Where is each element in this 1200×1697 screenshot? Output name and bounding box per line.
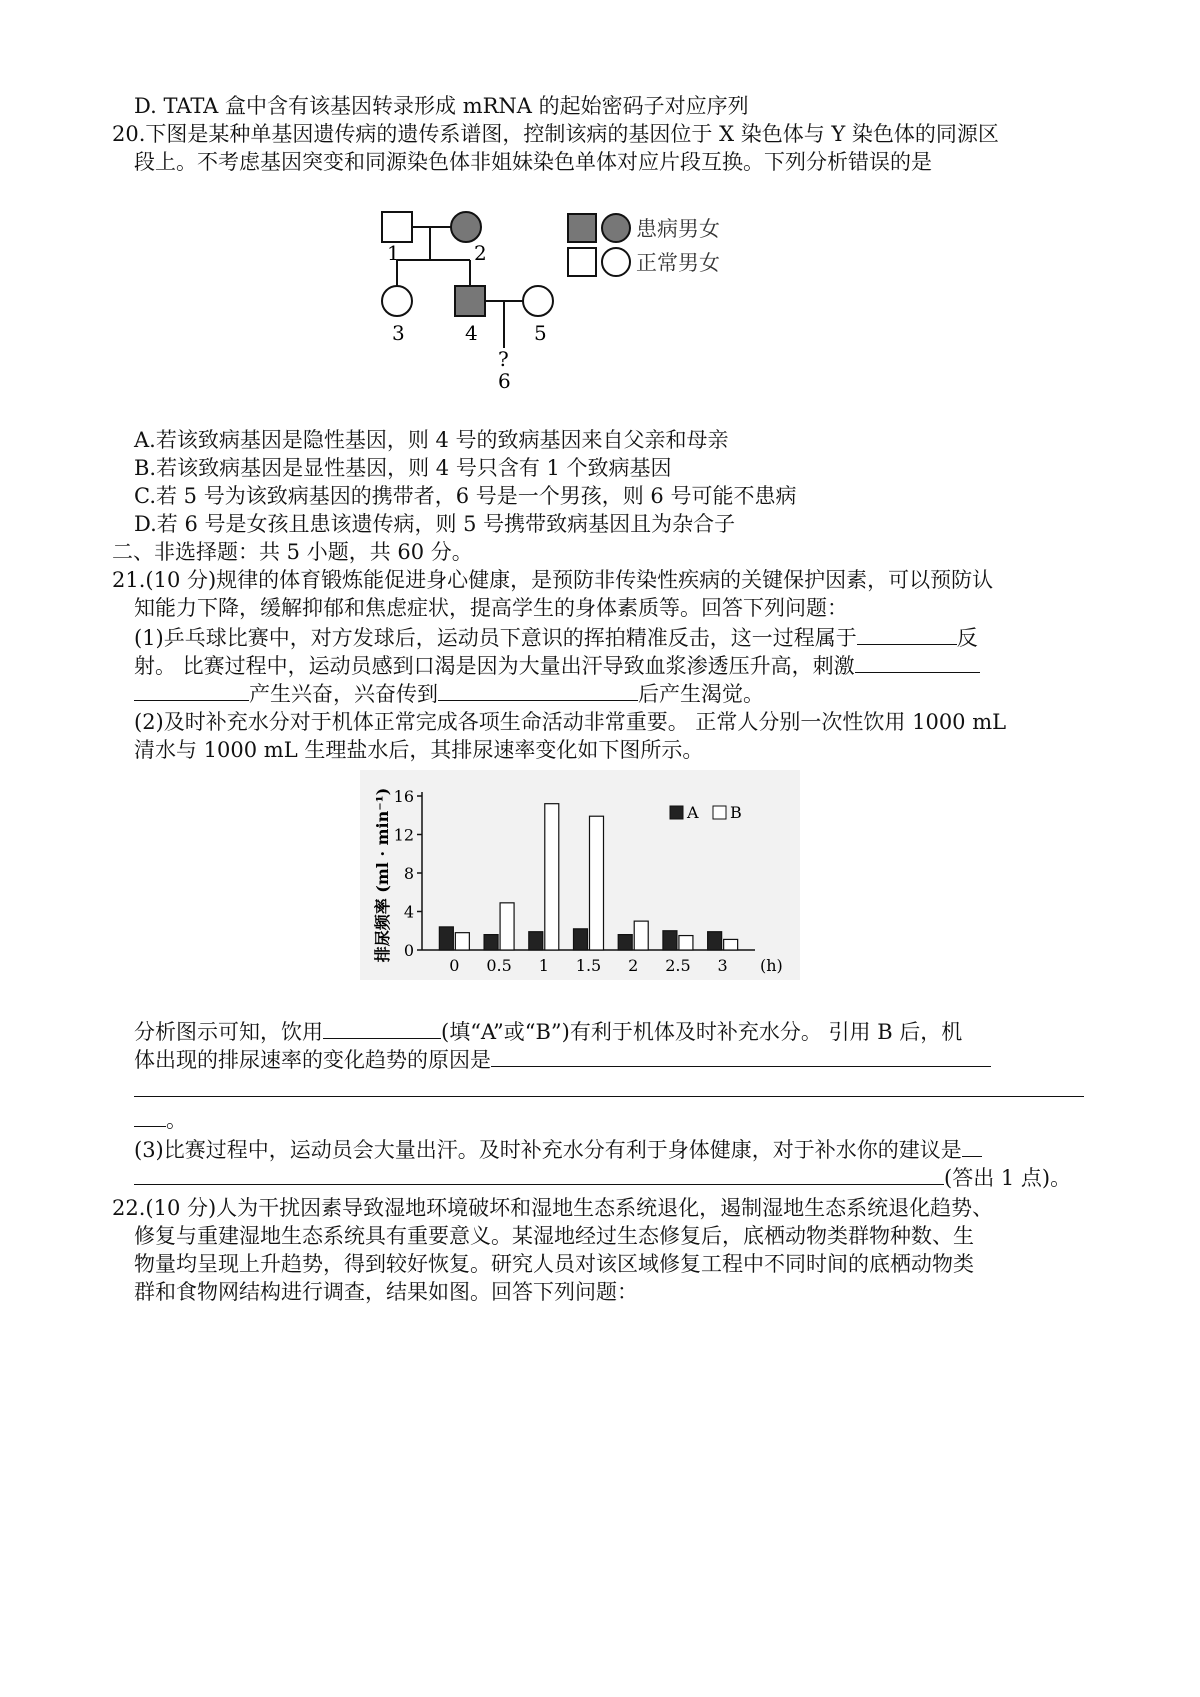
chart-xtick-label: 1 (538, 956, 549, 975)
q21-p3-text-a: (3)比赛过程中，运动员会大量出汗。及时补充水分有利于身体健康，对于补水你的建议是 (134, 1138, 962, 1162)
urination-rate-bar-chart (360, 770, 800, 980)
q22-line2: 修复与重建湿地生态系统具有重要意义。某湿地经过生态修复后，底栖动物类群物种数、生 (134, 1224, 974, 1248)
label-3: 3 (392, 321, 405, 345)
q22-line4: 群和食物网结构进行调查，结果如图。回答下列问题： (134, 1280, 638, 1304)
bar-A-3 (708, 932, 722, 950)
q21-p1-line3 (134, 680, 764, 708)
q21-p2-text-c: 体出现的排尿速率的变化趋势的原因是 (134, 1048, 491, 1072)
chart-ytick-label: 12 (393, 825, 414, 845)
q21-p1-line1 (134, 624, 978, 652)
q20-stem-line1: 20.下图是某种单基因遗传病的遗传系谱图，控制该病的基因位于 X 染色体与 Y 染色体的同源区 (112, 122, 999, 146)
bar-B-0.5 (500, 903, 514, 950)
bar-B-2.5 (679, 936, 693, 950)
q21-p2-line2: 清水与 1000 mL 生理盐水后，其排尿速率变化如下图所示。 (134, 738, 704, 762)
answer-blank-reason-line1[interactable] (491, 1046, 991, 1067)
legend-b-label: B (730, 803, 742, 822)
legend-normal-label: 正常男女 (636, 251, 720, 275)
individual-2-female-affected (451, 212, 481, 242)
individual-3-female-normal (382, 286, 412, 316)
q20-stem-line2: 段上。不考虑基因突变和同源染色体非姐妹染色单体对应片段互换。下列分析错误的是 (134, 150, 932, 174)
legend-affected-male-icon (568, 214, 596, 242)
q21-stem-line1: 21.(10 分)规律的体育锻炼能促进身心健康，是预防非传染性疾病的关键保护因素，可以预防认 (112, 568, 994, 592)
bar-B-1.5 (590, 816, 604, 950)
label-6: 6 (498, 369, 511, 393)
bar-A-1 (529, 932, 543, 950)
answer-blank-receptor-part1[interactable] (855, 652, 980, 673)
q21-p3-line2 (134, 1164, 1071, 1192)
q20-option-b: B.若该致病基因是显性基因，则 4 号只含有 1 个致病基因 (134, 456, 672, 480)
chart-xlabel: (h) (760, 956, 783, 975)
label-unknown: ? (498, 347, 509, 371)
q21-p1-text-d: 产生兴奋，兴奋传到 (249, 682, 438, 706)
legend-normal-female-icon (602, 248, 630, 276)
bar-A-0.5 (484, 935, 498, 950)
chart-ytick-label: 16 (393, 787, 414, 806)
answer-blank-thirst-center[interactable] (438, 680, 638, 701)
q21-p1-line2 (134, 652, 980, 680)
chart-ytick-label: 0 (403, 941, 414, 960)
answer-blank-reflex-type[interactable] (857, 624, 957, 645)
bar-B-0 (455, 933, 469, 950)
q22-line3: 物量均呈现上升趋势，得到较好恢复。研究人员对该区域修复工程中不同时间的底栖动物类 (134, 1252, 974, 1276)
label-2: 2 (474, 241, 487, 265)
q21-p2-line1: (2)及时补充水分对于机体正常完成各项生命活动非常重要。 正常人分别一次性饮用 1000 mL (134, 710, 1007, 734)
bar-A-1.5 (574, 929, 588, 950)
label-1: 1 (387, 241, 400, 265)
section2-title: 二、非选择题：共 5 小题，共 60 分。 (112, 540, 473, 564)
answer-blank-advice-part2[interactable] (134, 1164, 944, 1185)
label-4: 4 (465, 321, 478, 345)
answer-blank-advice-part1[interactable] (962, 1136, 982, 1157)
q21-p2-line3 (134, 1018, 962, 1046)
chart-ytick-label: 4 (403, 902, 414, 922)
pedigree-chart (370, 200, 750, 400)
chart-ytick-label: 8 (403, 864, 414, 883)
chart-xtick-label: 1.5 (575, 956, 602, 975)
chart-ylabel: 排尿频率 (ml · min⁻¹) (373, 787, 392, 963)
individual-1-male-normal (382, 212, 412, 242)
answer-blank-reason-line3[interactable] (134, 1106, 166, 1127)
chart-xtick-label: 3 (717, 956, 728, 975)
q21-p2-text-d: 。 (166, 1108, 187, 1132)
q21-p2-line6 (134, 1106, 187, 1134)
q21-p1-text-c: 射。 比赛过程中，运动员感到口渴是因为大量出汗导致血浆渗透压升高，刺激 (134, 654, 855, 678)
bar-A-2 (618, 935, 632, 950)
q21-p3-line1 (134, 1136, 982, 1164)
chart-xtick-label: 2 (628, 956, 639, 975)
answer-blank-reason-line2[interactable] (134, 1096, 1084, 1097)
chart-xtick-label: 0.5 (486, 956, 512, 975)
q21-p3-text-b: (答出 1 点)。 (944, 1166, 1072, 1190)
q19-option-d: D. TATA 盒中含有该基因转录形成 mRNA 的起始密码子对应序列 (134, 94, 749, 118)
q20-option-d: D.若 6 号是女孩且患该遗传病，则 5 号携带致病基因且为杂合子 (134, 512, 736, 536)
legend-affected-label: 患病男女 (636, 217, 720, 241)
bar-A-2.5 (663, 931, 677, 950)
q21-stem-line2: 知能力下降，缓解抑郁和焦虑症状，提高学生的身体素质等。回答下列问题： (134, 596, 848, 620)
legend-b-swatch (713, 806, 726, 819)
q20-option-c: C.若 5 号为该致病基因的携带者，6 号是一个男孩，则 6 号可能不患病 (134, 484, 797, 508)
legend-a-swatch (670, 806, 683, 819)
legend-normal-male-icon (568, 248, 596, 276)
bar-B-1 (545, 804, 559, 950)
chart-xtick-label: 0 (449, 956, 460, 975)
q21-p2-line4 (134, 1046, 991, 1074)
individual-4-male-affected (455, 286, 485, 316)
q21-p1-text-a: (1)乒乓球比赛中，对方发球后，运动员下意识的挥拍精准反击，这一过程属于 (134, 626, 857, 650)
legend-a-label: A (687, 803, 699, 822)
q20-option-a: A.若该致病基因是隐性基因，则 4 号的致病基因来自父亲和母亲 (134, 428, 729, 452)
bar-B-2 (634, 921, 648, 950)
answer-blank-drink-choice[interactable] (323, 1018, 441, 1039)
q21-p2-text-b: (填“A”或“B”)有利于机体及时补充水分。 引用 B 后，机 (441, 1020, 963, 1044)
q22-line1: 22.(10 分)人为干扰因素导致湿地环境破坏和湿地生态系统退化，遏制湿地生态系统退化趋势、 (112, 1196, 994, 1220)
chart-xtick-label: 2.5 (665, 956, 691, 975)
q21-p1-text-b: 反 (956, 626, 978, 650)
legend-affected-female-icon (602, 214, 630, 242)
bar-A-0 (439, 927, 453, 950)
answer-blank-receptor-part2[interactable] (134, 680, 249, 701)
individual-5-female-normal (523, 286, 553, 316)
q21-p2-text-a: 分析图示可知，饮用 (134, 1020, 323, 1044)
bar-B-3 (724, 939, 738, 950)
label-5: 5 (534, 321, 547, 345)
q21-p1-text-e: 后产生渴觉。 (638, 682, 764, 706)
